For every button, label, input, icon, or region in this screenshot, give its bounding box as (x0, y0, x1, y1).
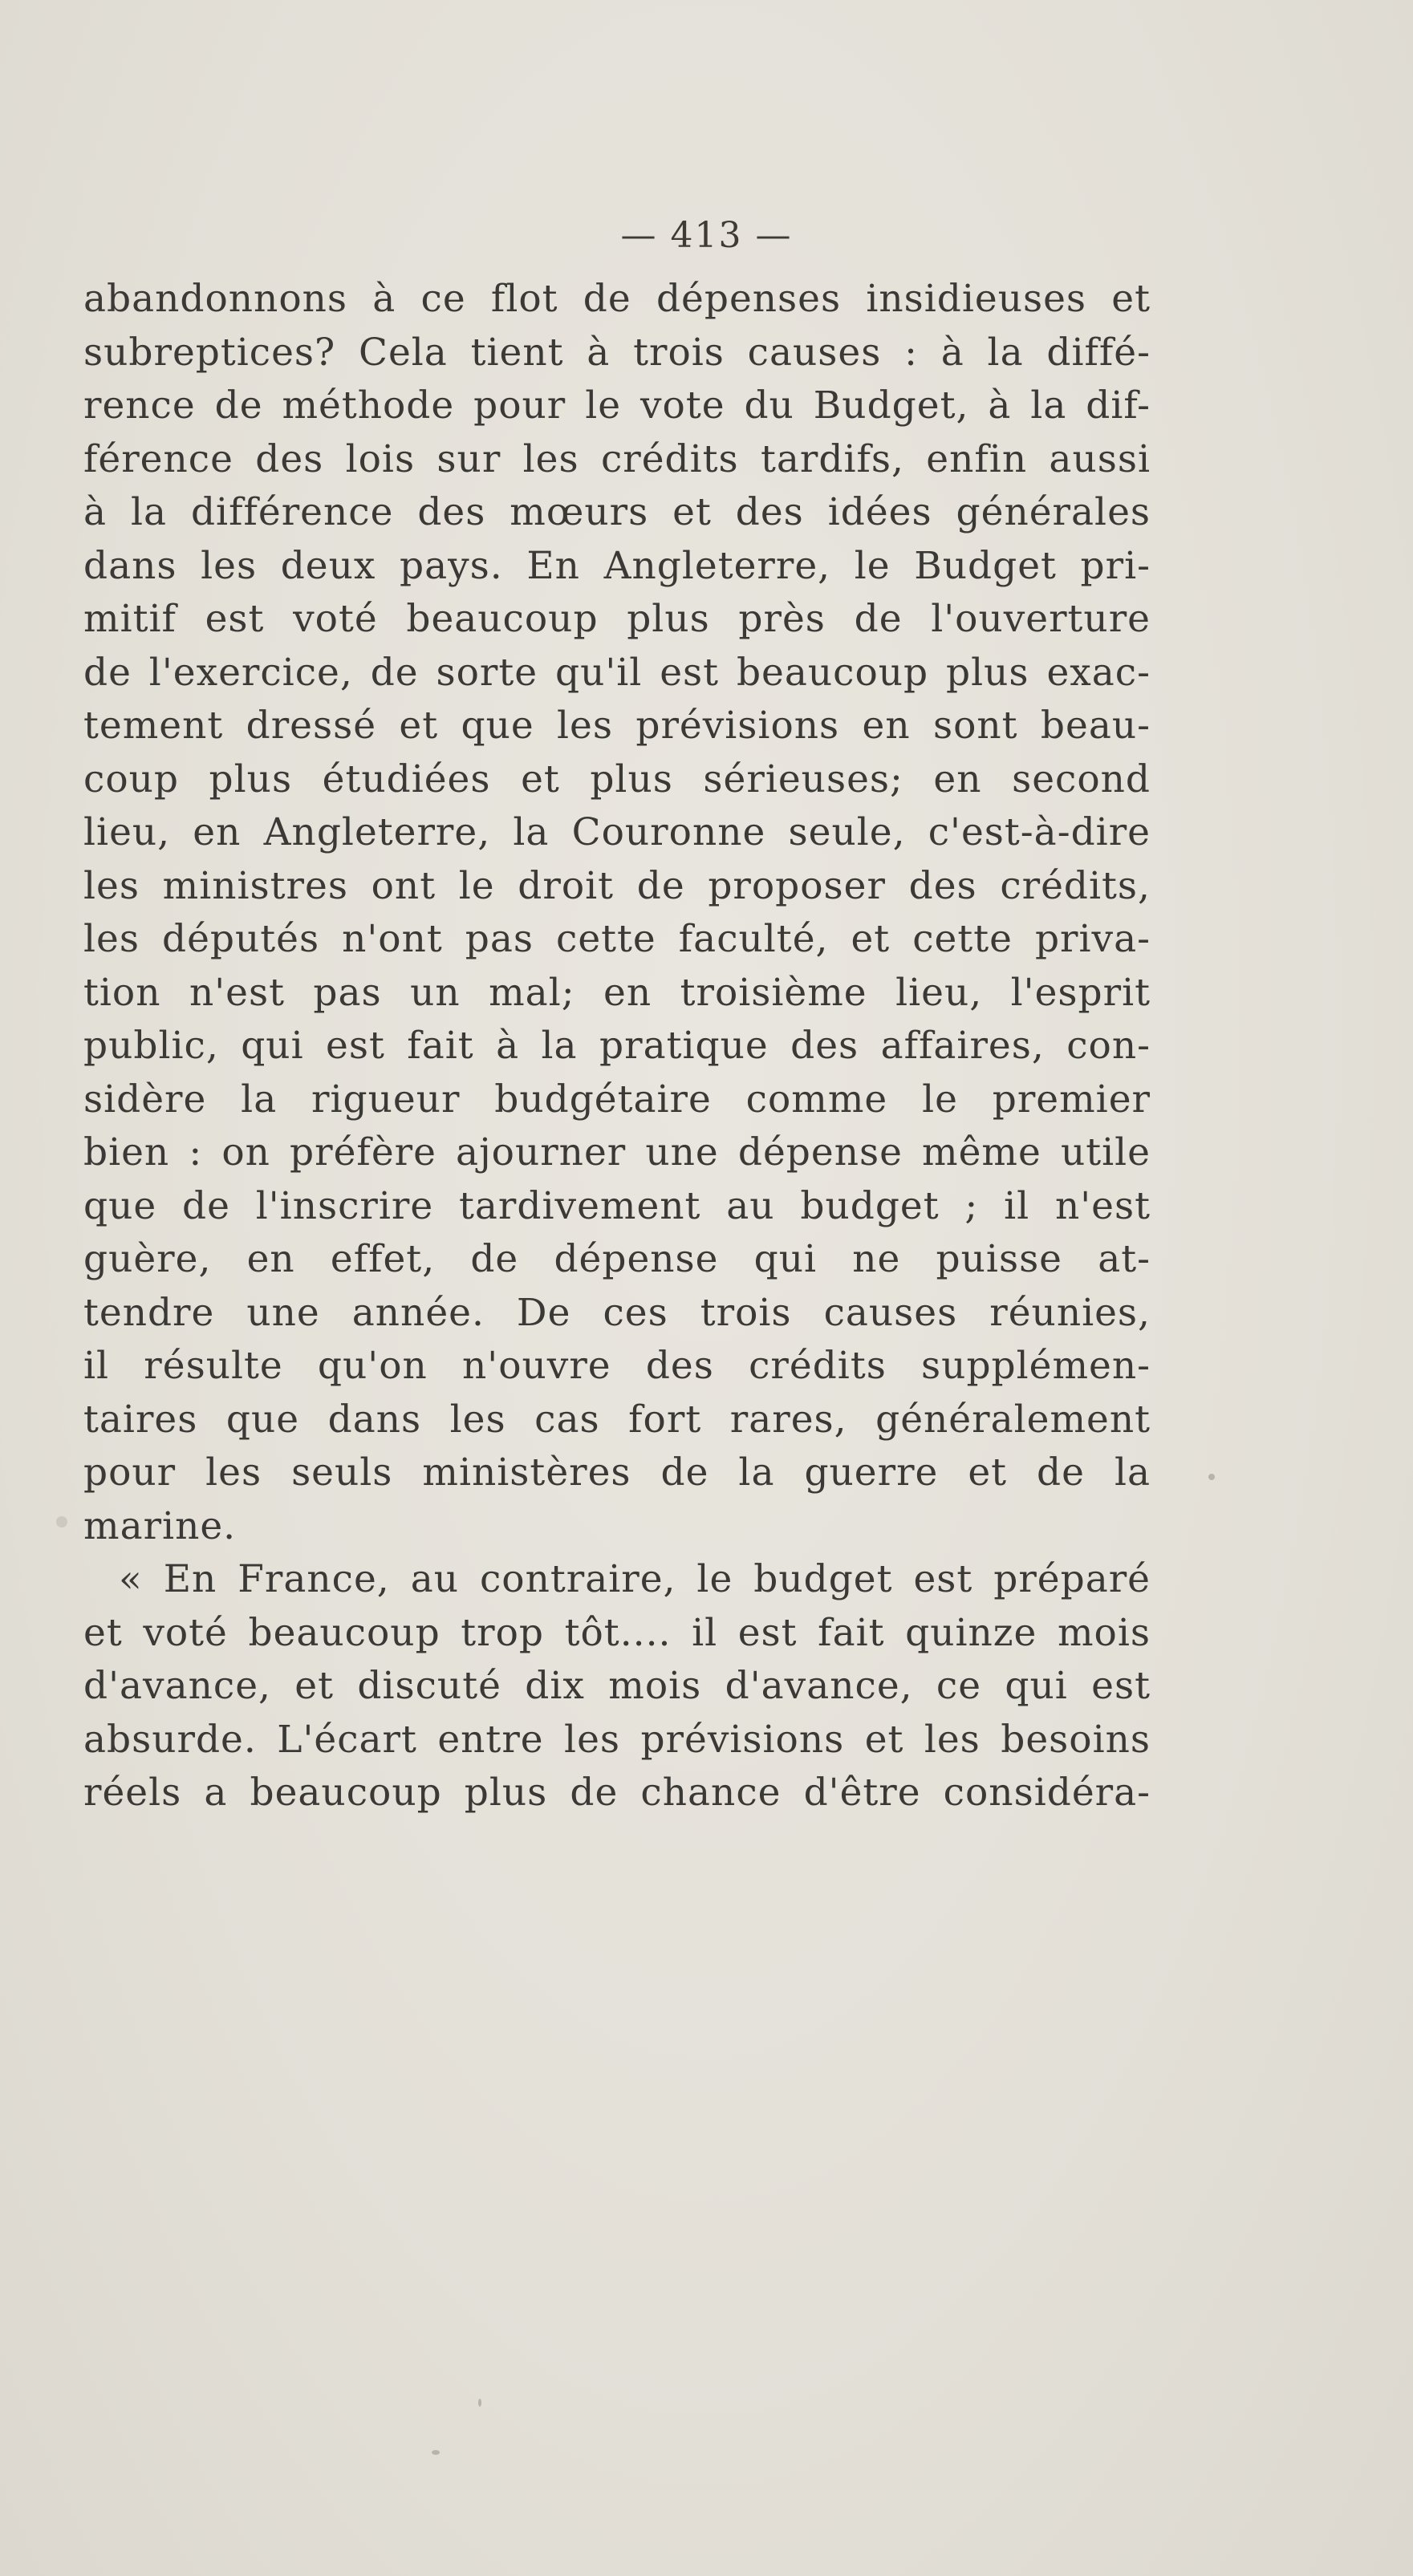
body-text (83, 273, 1151, 1820)
text-line: tendre une année. De ces trois causes réunies, (83, 1290, 1151, 1335)
text-line: marine. (83, 1503, 237, 1548)
text-line: mitif est voté beaucoup plus près de l'ouverture (83, 597, 1151, 641)
text-line: public, qui est fait à la pratique des affaires, con- (83, 1024, 1151, 1068)
text-line: subreptices? Cela tient à trois causes : à la diffé- (83, 330, 1151, 375)
text-line: tement dressé et que les prévisions en sont beau- (83, 704, 1151, 748)
text-line: que de l'inscrire tardivement au budget ; il n'est (83, 1183, 1151, 1228)
text-line: guère, en effet, de dépense qui ne puisse at- (83, 1237, 1151, 1281)
text-line: bien : on préfère ajourner une dépense même utile (83, 1130, 1151, 1174)
text-line: réels a beaucoup plus de chance d'être considéra- (83, 1771, 1151, 1815)
paper-speck (56, 1516, 67, 1527)
text-line: pour les seuls ministères de la guerre et de la (83, 1450, 1151, 1495)
text-line: abandonnons à ce flot de dépenses insidieuses et (83, 277, 1151, 321)
text-line: les ministres ont le droit de proposer des crédits, (83, 863, 1151, 908)
text-line: rence de méthode pour le vote du Budget, à la dif- (83, 383, 1151, 428)
text-line: « En France, au contraire, le budget est préparé (119, 1557, 1151, 1601)
text-line: tion n'est pas un mal; en troisième lieu, l'esprit (83, 970, 1151, 1015)
text-line: coup plus étudiées et plus sérieuses; en second (83, 757, 1151, 801)
text-line: à la différence des mœurs et des idées générales (83, 490, 1151, 534)
paper-speck (478, 2399, 481, 2407)
text-line: sidère la rigueur budgétaire comme le premier (83, 1077, 1151, 1122)
text-line: taires que dans les cas fort rares, généralement (83, 1397, 1151, 1442)
text-line: dans les deux pays. En Angleterre, le Budget pri- (83, 543, 1151, 588)
text-line: absurde. L'écart entre les prévisions et les besoins (83, 1717, 1151, 1762)
paper-speck (1208, 1474, 1215, 1480)
paper-speck (432, 2450, 440, 2455)
text-line: lieu, en Angleterre, la Couronne seule, c'est-à-dire (83, 810, 1151, 854)
text-line: il résulte qu'on n'ouvre des crédits supplémen- (83, 1344, 1151, 1388)
text-line: et voté beaucoup trop tôt.... il est fait quinze mois (83, 1610, 1151, 1655)
text-line: férence des lois sur les crédits tardifs, enfin aussi (83, 436, 1151, 481)
text-line: de l'exercice, de sorte qu'il est beaucoup plus exac- (83, 650, 1151, 695)
page-number-header: — 413 — (620, 215, 793, 256)
text-line: les députés n'ont pas cette faculté, et cette priva- (83, 917, 1151, 961)
text-line: d'avance, et discuté dix mois d'avance, ce qui est (83, 1664, 1151, 1708)
